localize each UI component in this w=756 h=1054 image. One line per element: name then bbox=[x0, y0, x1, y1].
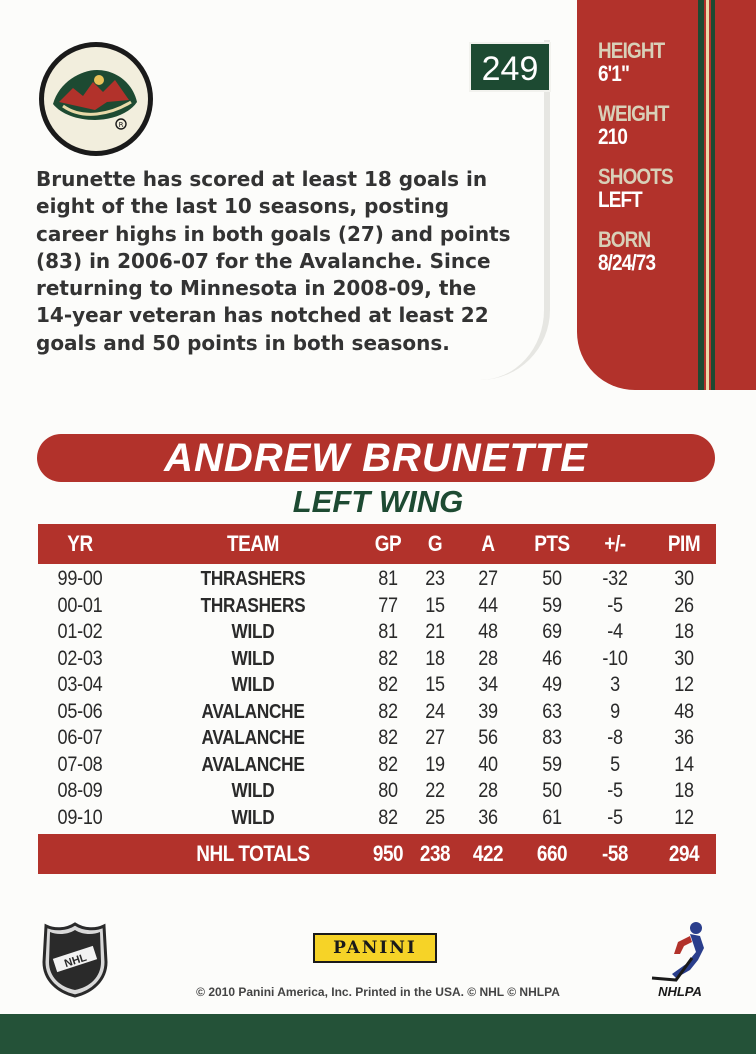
stat-cell-pim: 30 bbox=[674, 646, 694, 670]
stat-cell-yr: 01-02 bbox=[57, 620, 103, 643]
stat-cell-gp: 80 bbox=[378, 779, 398, 802]
stat-cell-pim: 36 bbox=[674, 726, 694, 749]
stat-cell-team: WILD bbox=[231, 621, 275, 643]
stat-cell-plus-minus: -5 bbox=[607, 779, 623, 802]
nhlpa-logo bbox=[646, 918, 714, 1002]
stat-cell-pts: 69 bbox=[542, 620, 562, 643]
stat-cell-plus-minus: -8 bbox=[607, 726, 623, 749]
header-g: G bbox=[427, 531, 443, 556]
totals-plus-minus: -58 bbox=[601, 841, 629, 866]
stat-cell-pts: 83 bbox=[542, 726, 562, 749]
table-row bbox=[38, 778, 716, 805]
table-row bbox=[38, 672, 716, 699]
stat-cell-pts: 61 bbox=[542, 805, 562, 829]
table-row bbox=[38, 752, 716, 779]
stat-cell-yr: 03-04 bbox=[57, 673, 103, 696]
stat-cell-pim: 30 bbox=[674, 567, 694, 590]
born-value: 8/24/73 bbox=[598, 250, 656, 275]
shoots-value: LEFT bbox=[598, 187, 642, 212]
stat-cell-pts: 49 bbox=[542, 673, 562, 696]
stat-cell-a: 27 bbox=[478, 567, 498, 590]
stat-cell-team: WILD bbox=[231, 674, 275, 696]
stat-cell-team: THRASHERS bbox=[200, 594, 306, 617]
stat-cell-team: WILD bbox=[231, 780, 275, 802]
player-position: LEFT WING bbox=[292, 484, 464, 519]
player-name: ANDREW BRUNETTE bbox=[164, 436, 588, 480]
header-yr: YR bbox=[67, 531, 93, 556]
shoots-block bbox=[598, 166, 685, 212]
totals-pts: 660 bbox=[536, 841, 568, 866]
table-row bbox=[38, 725, 716, 752]
stat-cell-team: AVALANCHE bbox=[201, 700, 305, 723]
stat-cell-a: 48 bbox=[478, 620, 498, 643]
stat-cell-gp: 82 bbox=[378, 673, 398, 696]
stat-cell-plus-minus: -10 bbox=[602, 646, 628, 670]
stat-cell-yr: 07-08 bbox=[57, 752, 103, 776]
stat-cell-g: 22 bbox=[425, 779, 445, 802]
stat-cell-g: 15 bbox=[425, 673, 445, 696]
stat-cell-pts: 50 bbox=[542, 779, 562, 802]
stat-cell-plus-minus: -4 bbox=[607, 620, 623, 643]
stat-cell-pts: 63 bbox=[542, 699, 562, 723]
height-label: HEIGHT bbox=[598, 38, 665, 63]
stat-cell-g: 24 bbox=[425, 699, 445, 723]
bottom-band bbox=[0, 1014, 756, 1054]
stat-cell-a: 56 bbox=[478, 726, 498, 749]
stat-cell-pim: 48 bbox=[674, 699, 694, 723]
stat-cell-plus-minus: 5 bbox=[610, 752, 620, 776]
stat-cell-a: 34 bbox=[478, 673, 498, 696]
table-row bbox=[38, 805, 716, 832]
stat-cell-g: 18 bbox=[425, 646, 445, 670]
stat-cell-yr: 99-00 bbox=[57, 567, 103, 590]
shoots-label: SHOOTS bbox=[598, 164, 673, 189]
stat-cell-pts: 46 bbox=[542, 646, 562, 670]
svg-text:NHL: NHL bbox=[63, 951, 89, 971]
stat-cell-pts: 59 bbox=[542, 752, 562, 776]
stat-cell-yr: 00-01 bbox=[57, 593, 103, 617]
stat-cell-a: 44 bbox=[478, 593, 498, 617]
stat-cell-g: 19 bbox=[425, 752, 445, 776]
minnesota-wild-logo-icon bbox=[37, 40, 155, 158]
panini-logo bbox=[313, 933, 437, 963]
stat-cell-team: THRASHERS bbox=[200, 568, 306, 590]
table-row bbox=[38, 593, 716, 620]
stat-cell-plus-minus: -5 bbox=[607, 805, 623, 829]
svg-text:R: R bbox=[118, 121, 124, 129]
totals-row bbox=[38, 834, 716, 874]
stat-cell-gp: 82 bbox=[378, 752, 398, 776]
stat-cell-team: WILD bbox=[231, 806, 275, 829]
table-row bbox=[38, 646, 716, 673]
stat-cell-a: 28 bbox=[478, 779, 498, 802]
nhl-shield-logo-icon bbox=[40, 922, 110, 998]
totals-label: NHL TOTALS bbox=[196, 841, 310, 866]
stat-cell-pim: 12 bbox=[674, 805, 694, 829]
stat-cell-plus-minus: -5 bbox=[607, 593, 623, 617]
stat-cell-pim: 18 bbox=[674, 620, 694, 643]
header-gp: GP bbox=[374, 531, 402, 556]
totals-a: 422 bbox=[472, 841, 504, 866]
stat-cell-gp: 82 bbox=[378, 726, 398, 749]
stats-header-row bbox=[38, 524, 716, 564]
header-team: TEAM bbox=[227, 531, 279, 556]
panel-stripe bbox=[711, 0, 715, 390]
stat-cell-a: 39 bbox=[478, 699, 498, 723]
stat-cell-pim: 12 bbox=[674, 673, 694, 696]
stat-cell-g: 27 bbox=[425, 726, 445, 749]
stat-cell-yr: 02-03 bbox=[57, 646, 103, 670]
height-value: 6'1" bbox=[598, 61, 630, 86]
copyright-text: © 2010 Panini America, Inc. Printed in the USA. © NHL © NHLPA bbox=[196, 985, 560, 999]
nhlpa-label: NHLPA bbox=[658, 984, 702, 999]
totals-gp: 950 bbox=[372, 841, 404, 866]
stat-cell-a: 28 bbox=[478, 646, 498, 670]
totals-g: 238 bbox=[419, 841, 451, 866]
stats-table-body bbox=[38, 566, 716, 831]
stat-cell-gp: 77 bbox=[378, 593, 398, 617]
born-label: BORN bbox=[598, 227, 651, 252]
player-bio-text: Brunette has scored at least 18 goals in eight of the last 10 seasons, posting career highs in both goals (27) and points (83) in 2006-07 for the Avalanche. Since returning to Minnesota in 2008-09, the 14-year veteran has notched at least 22 goals and 50 points in both seasons. bbox=[36, 167, 511, 355]
stat-cell-pim: 14 bbox=[674, 752, 694, 776]
weight-label: WEIGHT bbox=[598, 101, 669, 126]
weight-value: 210 bbox=[598, 124, 627, 149]
stat-cell-plus-minus: 9 bbox=[610, 699, 620, 723]
born-block bbox=[598, 229, 664, 275]
stat-cell-yr: 09-10 bbox=[57, 805, 103, 829]
panel-stripe bbox=[706, 0, 709, 390]
stat-cell-yr: 06-07 bbox=[57, 726, 103, 749]
header-plus-minus: +/- bbox=[604, 531, 626, 556]
table-row bbox=[38, 619, 716, 646]
stat-cell-gp: 81 bbox=[378, 620, 398, 643]
stat-cell-g: 21 bbox=[425, 620, 445, 643]
card-number: 249 bbox=[469, 42, 551, 92]
panini-label: PANINI bbox=[333, 938, 417, 958]
header-a: A bbox=[481, 531, 495, 556]
stat-cell-gp: 81 bbox=[378, 567, 398, 590]
weight-block bbox=[598, 103, 680, 149]
panel-stripe bbox=[698, 0, 704, 390]
stat-cell-a: 36 bbox=[478, 805, 498, 829]
stat-cell-a: 40 bbox=[478, 752, 498, 776]
stat-cell-gp: 82 bbox=[378, 805, 398, 829]
stat-cell-plus-minus: -32 bbox=[602, 567, 628, 590]
stat-cell-g: 15 bbox=[425, 593, 445, 617]
player-name-bar bbox=[37, 434, 715, 482]
stat-cell-gp: 82 bbox=[378, 646, 398, 670]
stat-cell-team: WILD bbox=[231, 647, 275, 670]
totals-pim: 294 bbox=[668, 841, 700, 866]
height-block bbox=[598, 40, 675, 86]
stat-cell-plus-minus: 3 bbox=[610, 673, 620, 696]
stat-cell-pim: 18 bbox=[674, 779, 694, 802]
header-pts: PTS bbox=[534, 531, 570, 556]
stat-cell-pts: 50 bbox=[542, 567, 562, 590]
header-pim: PIM bbox=[667, 531, 701, 556]
stat-cell-team: AVALANCHE bbox=[201, 753, 305, 776]
stat-cell-gp: 82 bbox=[378, 699, 398, 723]
nhlpa-player-icon bbox=[646, 918, 714, 984]
stat-cell-pim: 26 bbox=[674, 593, 694, 617]
stat-cell-yr: 05-06 bbox=[57, 699, 103, 723]
stat-cell-g: 25 bbox=[425, 805, 445, 829]
stat-cell-yr: 08-09 bbox=[57, 779, 103, 802]
stat-cell-team: AVALANCHE bbox=[201, 727, 305, 749]
stat-cell-pts: 59 bbox=[542, 593, 562, 617]
table-row bbox=[38, 566, 716, 593]
table-row bbox=[38, 699, 716, 726]
stat-cell-g: 23 bbox=[425, 567, 445, 590]
